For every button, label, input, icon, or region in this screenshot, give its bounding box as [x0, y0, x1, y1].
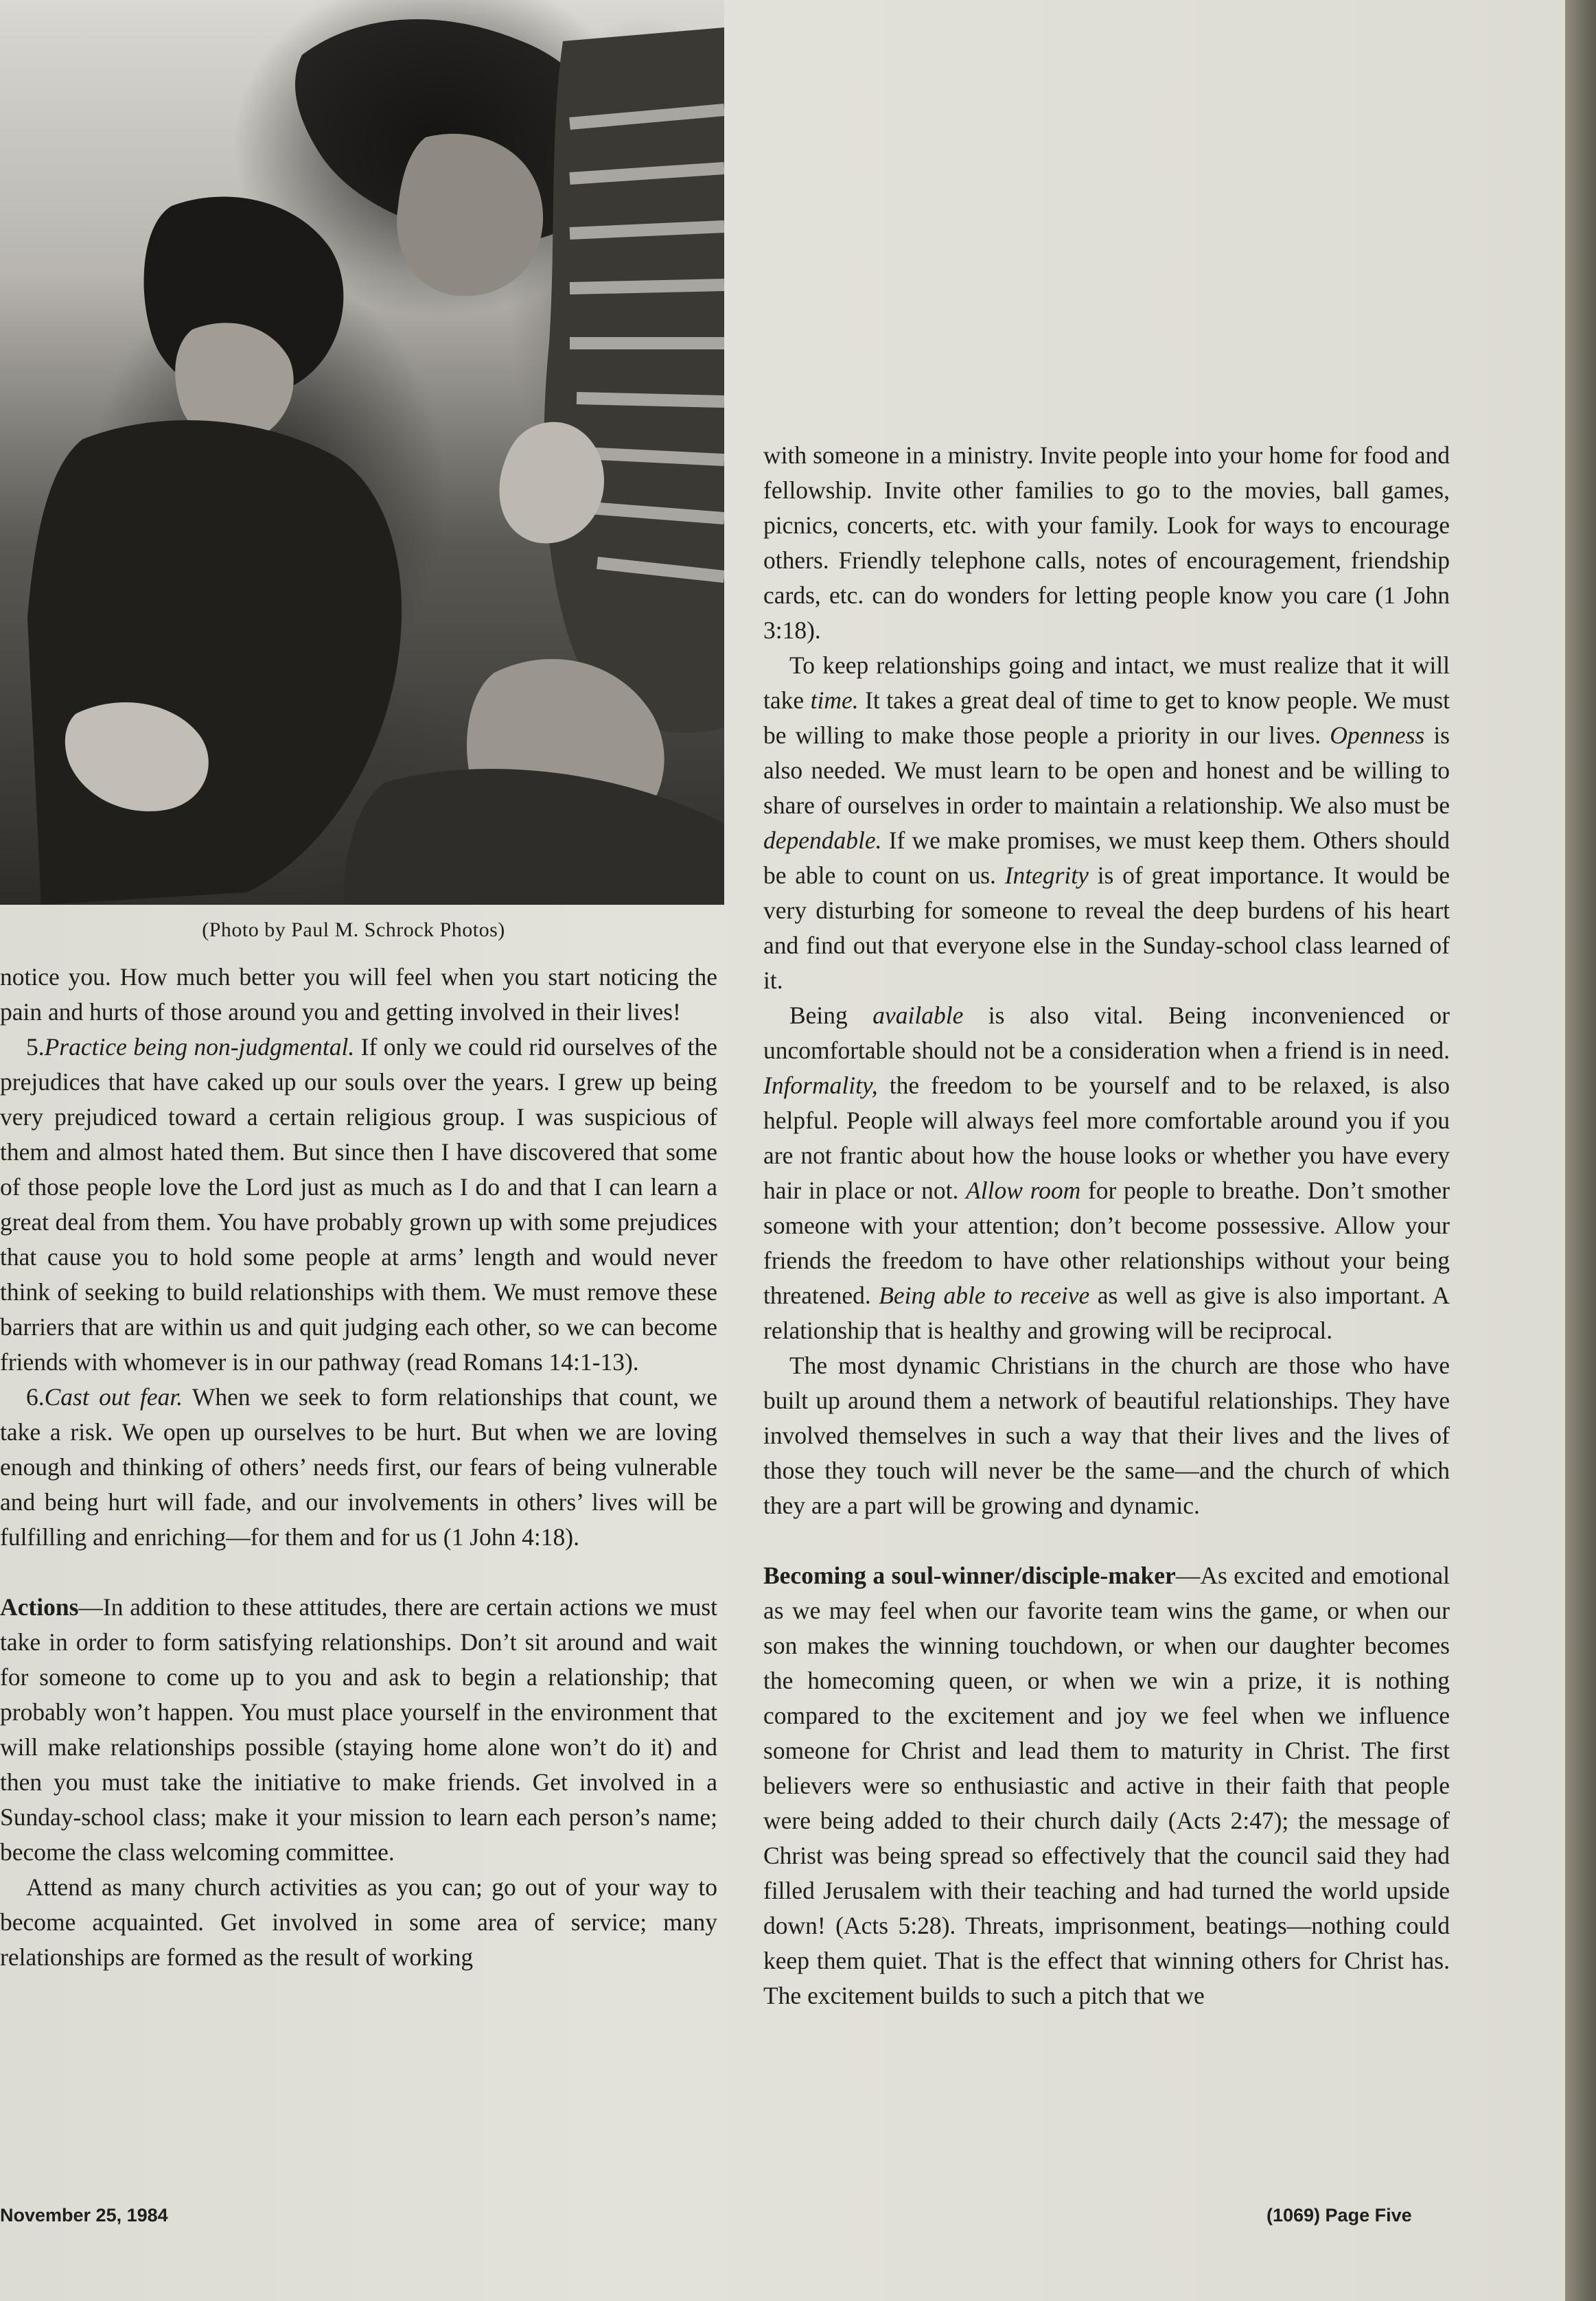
emphasis-text: Integrity — [1004, 862, 1089, 889]
emphasis-text: available — [872, 1002, 964, 1029]
paragraph — [763, 1348, 1450, 1523]
paragraph-text: with someone in a ministry. Invite people into your home for food and fellowship. Invite other families to go to the movies, ball games, picnics, concerts, etc. with your family. Look for ways to encourage others. Friendly telephone calls, notes of encouragement, friendship cards, etc. can do wonders for letting people know you care (1 John 3:18). — [763, 441, 1450, 644]
paragraph-text: notice you. How much better you will feel when you start noticing the pain and hurts of those around you and getting involved in their lives! — [0, 963, 717, 1026]
paragraph-text: —As excited and emotional as we may feel when our favorite team wins the game, or when our son makes the winning touchdown, or when our daughter becomes the homecoming queen, or when we win a prize, it is nothing compared to the excitement and joy we feel when we influence someone for Christ and lead them to maturity in Christ. The first believers were so enthusiastic and active in their faith that people were being added to their church daily (Acts 2:47); the message of Christ was being spread so effectively that the council said they had filled Jerusalem with their teaching and had turned the world upside down! (Acts 5:28). Threats, imprisonment, beatings—nothing could keep them quiet. That is the effect that winning others for Christ has. The excitement builds to such a pitch that we — [763, 1562, 1450, 2009]
paragraph — [0, 1870, 717, 1975]
section-gap — [763, 1523, 1450, 1558]
section-heading: Actions — [0, 1593, 79, 1621]
paragraph — [0, 1030, 717, 1380]
paragraph-text: To keep relationships going and intact, we must realize that it will take — [763, 651, 1450, 714]
paragraph-text: Attend as many church activities as you can; go out of your way to become acquainted. Get involved in some area of service; many relationships are formed as the result of working — [0, 1873, 717, 1971]
paragraph-text: for people to breathe. Don’t smother someone with your attention; don’t become possessive. Allow your friends the freedom to have other relationships without your being threatened. — [763, 1177, 1450, 1309]
footer-date: November 25, 1984 — [0, 2205, 168, 2225]
emphasis-text: Openness — [1330, 721, 1425, 749]
left-column — [0, 960, 717, 1975]
paragraph-text: the freedom to be yourself and to be relaxed, is also helpful. People will always feel more comfortable around you if you are not frantic about how the house looks or whether you have every hair in place or not. — [763, 1072, 1450, 1204]
paragraph-text: as well as give is also important. A relationship that is healthy and growing will be reciprocal. — [763, 1282, 1450, 1344]
emphasis-text: Informality, — [763, 1072, 878, 1099]
footer-page-number: (1069) Page Five — [1267, 2205, 1412, 2225]
page-edge — [1565, 0, 1596, 2301]
emphasis-text: dependable. — [763, 826, 882, 854]
emphasis-text: Allow room — [966, 1177, 1081, 1204]
paragraph — [763, 998, 1450, 1348]
section-heading: Becoming a soul-winner/disciple-maker — [763, 1562, 1176, 1589]
list-number: 5. — [26, 1033, 45, 1061]
paragraph-text: When we seek to form relationships that count, we take a risk. We open up ourselves to be hurt. But when we are loving enough and thinking of others’ needs first, our fears of being vulnerable and being hurt will fade, and our involvements in others’ lives will be fulfilling and enriching—for them and for us (1 John 4:18). — [0, 1383, 717, 1551]
list-number: 6. — [26, 1383, 45, 1411]
emphasis-text: time. — [810, 686, 859, 714]
emphasis-text: Being able to receive — [879, 1282, 1090, 1309]
paragraph — [763, 648, 1450, 998]
photo-caption: (Photo by Paul M. Schrock Photos) — [202, 918, 505, 941]
paragraph — [0, 1590, 717, 1870]
paragraph — [763, 438, 1450, 648]
section-gap — [0, 1555, 717, 1590]
paragraph-text: is also vital. Being inconvenienced or uncomfortable should not be a consideration when a friend is in need. — [763, 1002, 1450, 1064]
paragraph-text: is of great importance. It would be very disturbing for someone to reveal the deep burdens of his heart and find out that everyone else in the Sunday-school class learned of it. — [763, 862, 1450, 994]
paragraph — [763, 1558, 1450, 2013]
paragraph-text: The most dynamic Christians in the church are those who have built up around them a network of beautiful relationships. They have involved themselves in such a way that their lives and the lives of those they touch will never be the same—and the church of which they are a part will be growing and dynamic. — [763, 1352, 1450, 1519]
right-column — [763, 438, 1450, 2013]
list-lead: Cast out fear. — [44, 1383, 183, 1411]
paragraph-text: —In addition to these attitudes, there are certain actions we must take in order to form satisfying relationships. Don’t sit around and wait for someone to come up to you and ask to begin a relationship; that probably won’t happen. You must place yourself in the environment that will make relationships possible (staying home alone won’t do it) and then you must take the initiative to make friends. Get involved in a Sunday-school class; make it your mission to learn each person’s name; become the class welcoming committee. — [0, 1593, 717, 1866]
paragraph-text: If only we could rid ourselves of the prejudices that have caked up our souls over the years. I grew up being very prejudiced toward a certain religious group. I was suspicious of them and almost hated them. But since then I have discovered that some of those people love the Lord just as much as I do and that I can learn a great deal from them. You have probably grown up with some prejudices that cause you to hold some people at arms’ length and would never think of seeking to build relationships with them. We must remove these barriers that are within us and quit judging each other, so we can become friends with whomever is in our pathway (read Romans 14:1-13). — [0, 1033, 717, 1376]
paragraph — [0, 1380, 717, 1555]
paragraph-text: Being — [789, 1002, 873, 1029]
list-lead: Practice being non-judgmental. — [44, 1033, 355, 1061]
photo-illustration — [0, 0, 724, 905]
paragraph-text: is also needed. We must learn to be open and honest and be willing to share of ourselves in order to maintain a relationship. We also must be — [763, 721, 1450, 819]
paragraph — [0, 960, 717, 1030]
paragraph-text: If we make promises, we must keep them. Others should be able to count on us. — [763, 826, 1450, 889]
photo — [0, 0, 724, 905]
paragraph-text: It takes a great deal of time to get to know people. We must be willing to make those people a priority in our lives. — [763, 686, 1450, 749]
